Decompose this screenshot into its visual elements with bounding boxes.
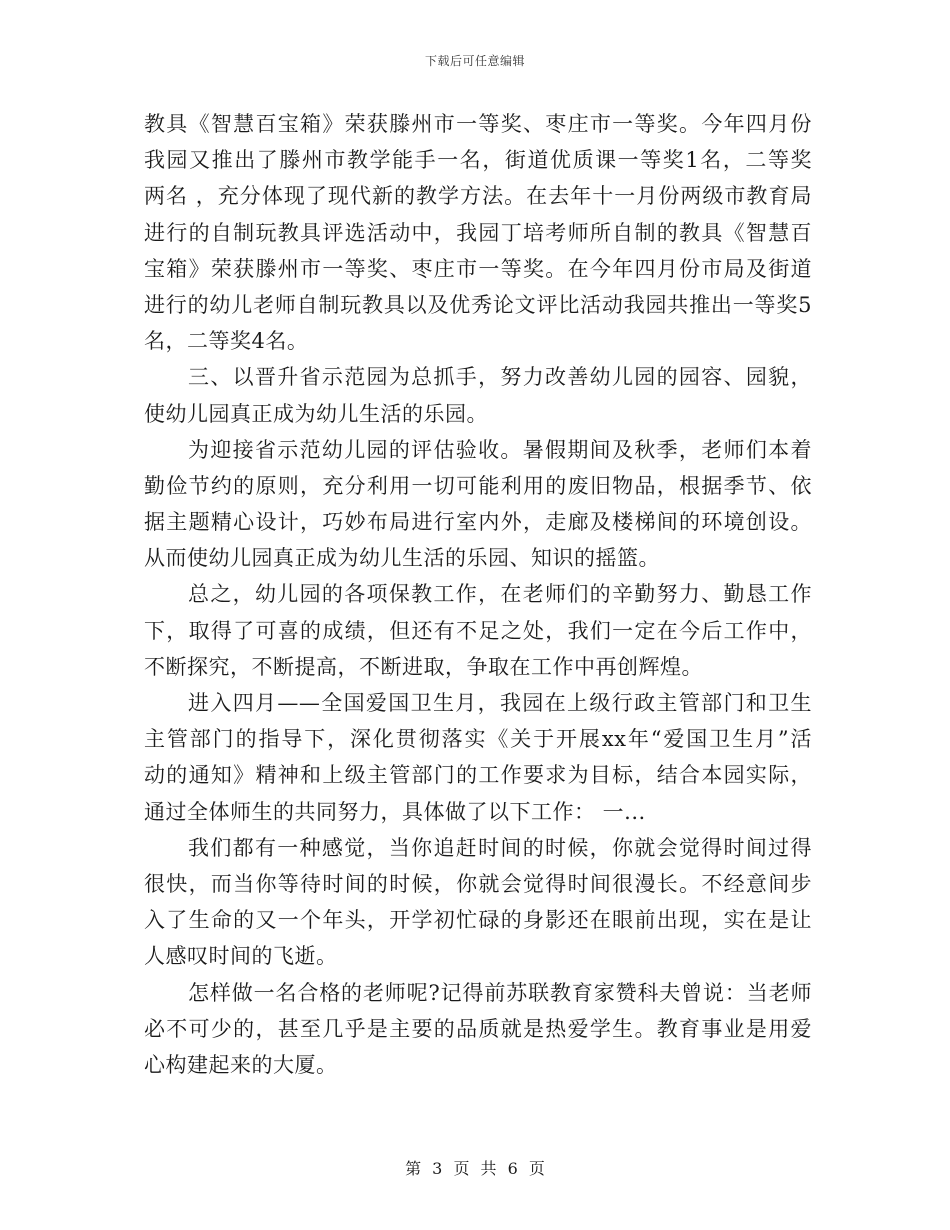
text-line: 进入四月——全国爱国卫生月，我园在上级行政主管部门和卫生 <box>188 691 812 715</box>
text-line: 怎样做一名合格的老师呢?记得前苏联教育家赞科夫曾说：当老师 <box>188 980 812 1005</box>
paragraph <box>144 685 812 830</box>
text-line: 为迎接省示范幼儿园的评估验收。暑假期间及秋季，老师们本着 <box>188 437 812 462</box>
text-line: 主管部门的指导下，深化贯彻落实《关于开展xx年“爱国卫生月”活 <box>144 727 812 752</box>
text-line: 从而使幼儿园真正成为幼儿生活的乐园、知识的摇篮。 <box>144 546 660 571</box>
text-line: 名，二等奖4名。 <box>144 329 309 354</box>
text-line: 宝箱》荣获滕州市一等奖、枣庄市一等奖。在今年四月份市局及街道 <box>144 256 812 281</box>
text-line: 据主题精心设计，巧妙布局进行室内外，走廊及楼梯间的环境创设。 <box>144 510 812 535</box>
text-line: 教具《智慧百宝箱》荣获滕州市一等奖、枣庄市一等奖。今年四月份 <box>144 112 812 136</box>
text-line: 不断探究，不断提高，不断进取，争取在工作中再创辉煌。 <box>144 654 703 679</box>
paragraph <box>144 432 812 577</box>
text-line: 三、以晋升省示范园为总抓手，努力改善幼儿园的园容、园貌， <box>188 365 812 390</box>
paragraph <box>144 830 812 975</box>
text-line: 入了生命的又一个年头，开学初忙碌的身影还在眼前出现，实在是让 <box>144 908 812 933</box>
page-number-footer: 第 3 页 共 6 页 <box>405 1159 545 1178</box>
paragraph <box>144 576 812 685</box>
page-header: 下载后可任意编辑 <box>424 54 525 68</box>
text-line: 进行的自制玩教具评选活动中，我园丁培考师所自制的教具《智慧百 <box>144 220 812 245</box>
paragraph <box>144 106 812 359</box>
paragraph <box>144 975 812 1084</box>
text-line: 很快，而当你等待时间的时候，你就会觉得时间很漫长。不经意间步 <box>144 871 812 896</box>
text-line: 通过全体师生的共同努力，具体做了以下工作： 一... <box>144 799 646 824</box>
text-line: 心构建起来的大厦。 <box>144 1052 338 1077</box>
text-line: 勤俭节约的原则，充分利用一切可能利用的废旧物品，根据季节、依 <box>144 473 812 498</box>
text-line: 动的通知》精神和上级主管部门的工作要求为目标，结合本园实际， <box>144 763 812 788</box>
paragraph <box>144 359 812 431</box>
text-line: 进行的幼儿老师自制玩教具以及优秀论文评比活动我园共推出一等奖5 <box>144 292 812 317</box>
text-line: 两名 ，充分体现了现代新的教学方法。在去年十一月份两级市教育局 <box>144 184 812 209</box>
text-line: 我们都有一种感觉，当你追赶时间的时候，你就会觉得时间过得 <box>188 835 812 860</box>
text-line: 我园又推出了滕州市教学能手一名，街道优质课一等奖1名，二等奖 <box>144 148 812 173</box>
text-line: 下，取得了可喜的成绩，但还有不足之处，我们一定在今后工作中， <box>144 618 812 643</box>
text-line: 人感叹时间的飞逝。 <box>144 944 338 969</box>
document-body <box>144 106 812 1083</box>
text-line: 必不可少的，甚至几乎是主要的品质就是热爱学生。教育事业是用爱 <box>144 1016 812 1041</box>
text-line: 使幼儿园真正成为幼儿生活的乐园。 <box>144 401 488 426</box>
text-line: 总之，幼儿园的各项保教工作，在老师们的辛勤努力、勤恳工作 <box>188 582 812 607</box>
